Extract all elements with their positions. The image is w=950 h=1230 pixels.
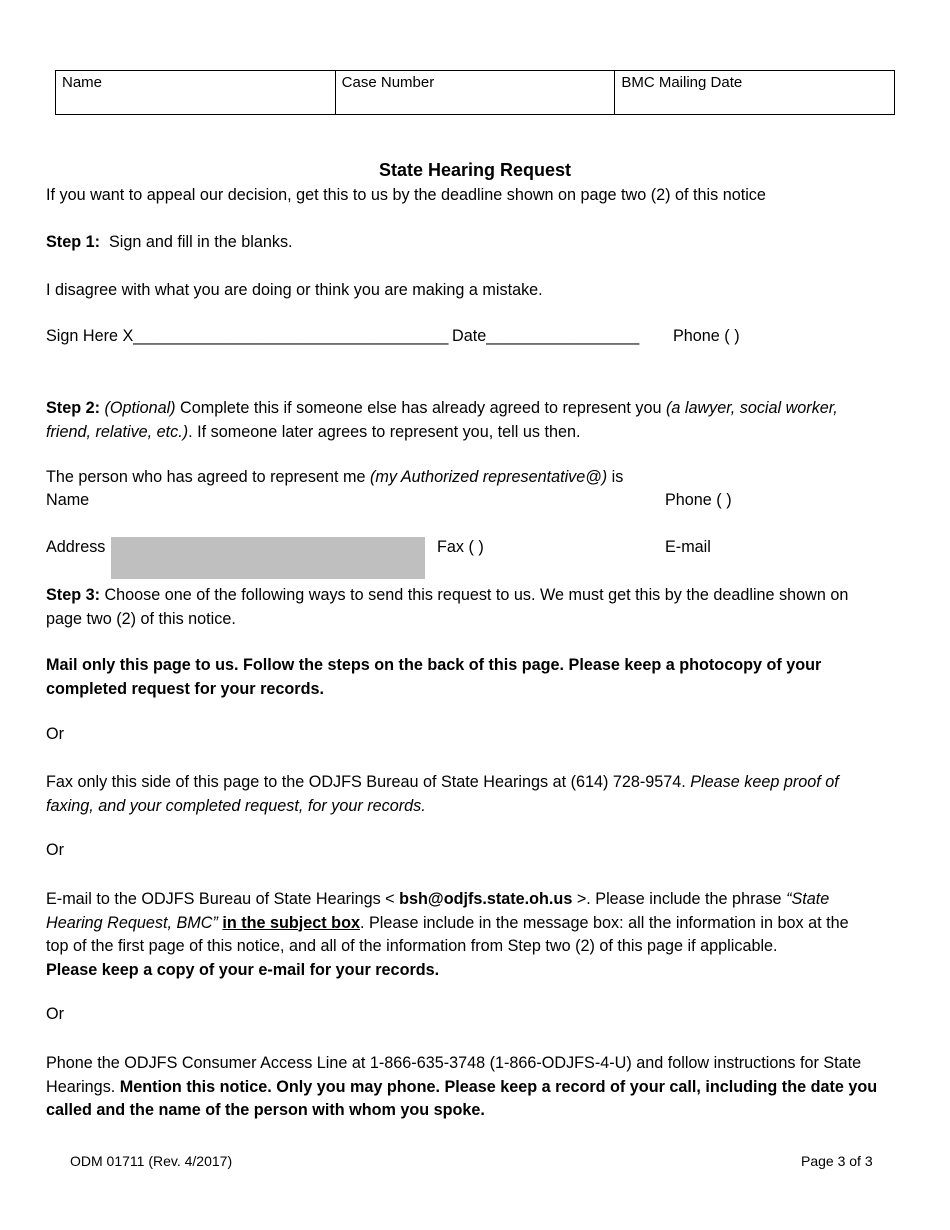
- case-info-box: [55, 70, 895, 115]
- mail-line1: Mail only this page to us. Follow the steps on the back of this page. Please keep a photocopy of your: [46, 656, 822, 674]
- page-number: Page 3 of 3: [801, 1153, 873, 1169]
- or-separator-3: Or: [46, 1005, 64, 1023]
- case-number-label: Case Number: [341, 74, 435, 91]
- email-option: [46, 888, 904, 982]
- rep-text1: The person who has agreed to represent me: [46, 468, 370, 486]
- rep-name-field[interactable]: Name: [46, 491, 90, 509]
- email-text1: E-mail to the ODJFS Bureau of State Hearings <: [46, 890, 400, 908]
- step2-examples: (a lawyer, social worker,: [665, 399, 838, 417]
- form-number: ODM 01711 (Rev. 4/2017): [70, 1153, 233, 1169]
- step2-text2: . If someone later agrees to represent you, tell us then.: [188, 422, 581, 441]
- email-keep: Please keep a copy of your e-mail for your records.: [46, 960, 440, 979]
- step3-line2: page two (2) of this notice.: [46, 609, 236, 628]
- or-separator-2: Or: [46, 841, 64, 859]
- signature-field[interactable]: Sign Here X___________________________________: [46, 327, 449, 345]
- page-title: State Hearing Request: [378, 160, 572, 180]
- rep-fax-field[interactable]: Fax ( ): [437, 538, 484, 556]
- intro-text: If you want to appeal our decision, get this to us by the deadline shown on page two (2) of this notice: [46, 186, 766, 204]
- step3-label: Step 3:: [46, 586, 100, 604]
- representative-statement: [46, 468, 623, 487]
- step1-label: Step 1:: [46, 233, 100, 251]
- rep-address-label: Address: [46, 538, 106, 556]
- rep-italic: (my Authorized representative@): [369, 468, 608, 486]
- email-phrase1: “State: [786, 890, 830, 908]
- rep-email-field[interactable]: E-mail: [665, 538, 711, 556]
- email-address[interactable]: bsh@odjfs.state.oh.us: [399, 890, 573, 908]
- mail-line2: completed request for your records.: [46, 679, 324, 698]
- step2-text1: Complete this if someone else has already agreed to represent you: [175, 399, 666, 417]
- disagree-statement: I disagree with what you are doing or think you are making a mistake.: [46, 281, 543, 299]
- or-separator-1: Or: [46, 725, 64, 743]
- email-phrase2: Hearing Request, BMC”: [46, 913, 218, 932]
- step1-line: [46, 233, 293, 252]
- phone-text2: Hearings.: [46, 1077, 120, 1096]
- rep-address-input[interactable]: [111, 537, 425, 579]
- fax-italic2: faxing, and your completed request, for your records.: [46, 796, 426, 815]
- name-label: Name: [62, 74, 103, 91]
- email-text4: top of the first page of this notice, and all of the information from Step two (2) of this page if applicable.: [46, 937, 778, 955]
- fax-italic1: Please keep proof of: [690, 773, 839, 791]
- phone-field[interactable]: Phone ( ): [673, 327, 740, 345]
- date-field[interactable]: Date_________________: [452, 327, 640, 345]
- phone-bold1: Mention this notice. Only you may phone. Please keep a record of your call, including the date you: [119, 1077, 878, 1096]
- email-text2: >. Please include the phrase: [572, 890, 787, 908]
- step2-examples2: friend, relative, etc.): [46, 422, 189, 441]
- email-text3: . Please include in the message box: all the information in box at the: [359, 913, 849, 932]
- step2-text: [46, 397, 904, 444]
- email-subject: in the subject box: [222, 913, 360, 932]
- mail-option: [46, 654, 904, 701]
- rep-phone-field[interactable]: Phone ( ): [665, 491, 732, 509]
- name-field[interactable]: [56, 71, 335, 114]
- step1-text: Sign and fill in the blanks.: [108, 233, 293, 251]
- step3-text: [46, 584, 904, 631]
- phone-text1: Phone the ODJFS Consumer Access Line at 1-866-635-3748 (1-866-ODJFS-4-U) and follow instructions for State: [46, 1054, 862, 1072]
- bmc-mailing-date-label: BMC Mailing Date: [621, 74, 743, 91]
- step2-optional: (Optional): [104, 399, 176, 417]
- rep-text2: is: [607, 468, 624, 486]
- step3-line1: Choose one of the following ways to send this request to us. We must get this by the deadline shown on: [99, 586, 849, 604]
- step2-label: Step 2:: [46, 399, 100, 417]
- case-number-field[interactable]: [335, 71, 615, 114]
- fax-option: [46, 771, 904, 818]
- fax-text: Fax only this side of this page to the ODJFS Bureau of State Hearings at (614) 728-9574.: [46, 773, 691, 791]
- phone-bold2: called and the name of the person with whom you spoke.: [46, 1101, 485, 1119]
- bmc-mailing-date-field[interactable]: [614, 71, 894, 114]
- phone-option: [46, 1052, 904, 1123]
